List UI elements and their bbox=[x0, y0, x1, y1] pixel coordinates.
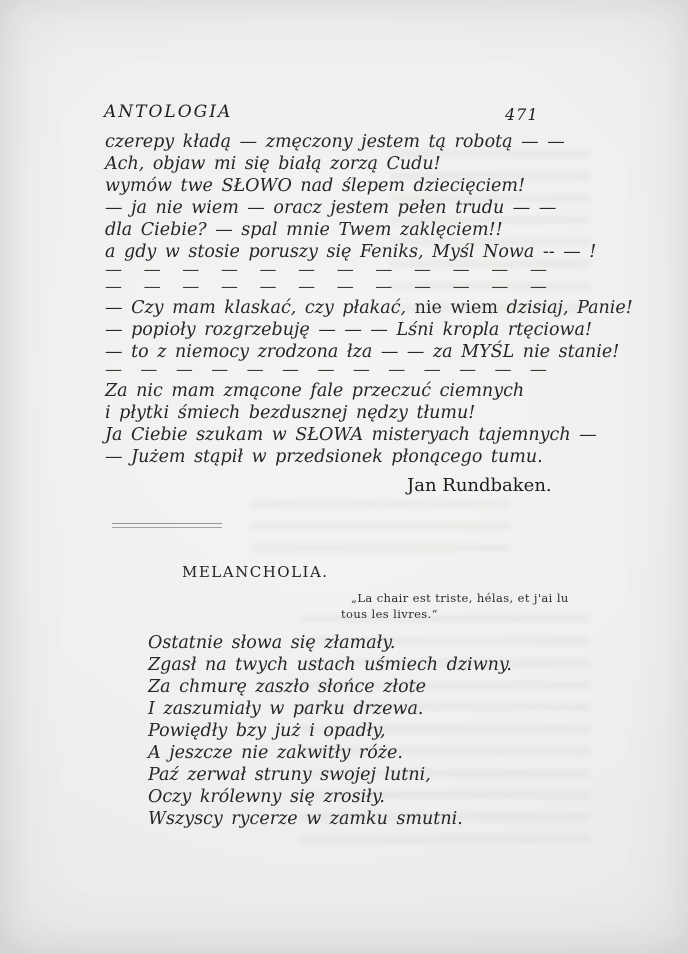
dash-glyph: — bbox=[143, 280, 161, 297]
poem-line bbox=[105, 297, 633, 319]
poem-line-segment: — Czy mam klaskać, czy płakać, bbox=[105, 298, 415, 318]
dash-glyph: — bbox=[491, 280, 509, 297]
poem-rundbaken-body bbox=[105, 131, 633, 468]
poem-line: i płytki śmiech bezdusznej nędzy tłumu! bbox=[105, 403, 476, 423]
dash-glyph: — bbox=[375, 280, 393, 297]
dash-glyph: — bbox=[529, 363, 547, 380]
dash-glyph: — bbox=[143, 263, 161, 280]
poem-line: Zgasł na twych ustach uśmiech dziwny. bbox=[148, 655, 512, 675]
dash-glyph: — bbox=[459, 363, 477, 380]
epigraph bbox=[341, 590, 601, 622]
dash-glyph: — bbox=[336, 280, 354, 297]
poem-line: Paź zerwał struny swojej lutni, bbox=[148, 765, 431, 785]
epigraph-line: „La chair est triste, hélas, et j'ai lu bbox=[351, 591, 569, 605]
page-number: 471 bbox=[505, 105, 539, 124]
dash-glyph: — bbox=[388, 363, 406, 380]
dash-separator-line bbox=[105, 363, 547, 380]
poem-line-segment: nie wiem bbox=[414, 298, 498, 318]
author-signature: Jan Rundbaken. bbox=[407, 475, 552, 496]
poem-line: — Jużem stąpił w przedsionek płonącego tumu. bbox=[105, 447, 543, 467]
poem-line: Za nic mam zmącone fale przeczuć ciemnych bbox=[105, 381, 525, 401]
dash-glyph: — bbox=[423, 363, 441, 380]
dash-glyph: — bbox=[494, 363, 512, 380]
poem-line: czerepy kładą — zmęczony jestem tą robotą — — bbox=[105, 132, 565, 152]
poem-line: A jeszcze nie zakwitły róże. bbox=[148, 743, 403, 763]
poem-line: Ja Ciebie szukam w SŁOWA misteryach tajemnych — bbox=[105, 425, 597, 445]
epigraph-line: tous les livres.“ bbox=[341, 607, 438, 621]
poem-line: I zaszumiały w parku drzewa. bbox=[148, 699, 424, 719]
dash-glyph: — bbox=[211, 363, 229, 380]
dash-glyph: — bbox=[105, 363, 122, 380]
poem-line: Wszyscy rycerze w zamku smutni. bbox=[148, 809, 463, 829]
dash-glyph: — bbox=[414, 280, 431, 297]
poem-line: Powiędły bzy już i opadły, bbox=[148, 721, 386, 741]
dash-glyph: — bbox=[259, 263, 277, 280]
dash-glyph: — bbox=[414, 263, 431, 280]
running-title: ANTOLOGIA bbox=[104, 102, 233, 122]
dash-separator-line bbox=[105, 263, 547, 280]
dash-glyph: — bbox=[220, 280, 238, 297]
poem-line-segment: dzisiaj, Panie! bbox=[497, 298, 633, 318]
poem-melancholia-body bbox=[148, 632, 568, 830]
dash-glyph: — bbox=[529, 263, 547, 280]
dash-glyph: — bbox=[182, 263, 200, 280]
dash-glyph: — bbox=[491, 263, 509, 280]
poem-line: — ja nie wiem — oracz jestem pełen trudu — — bbox=[105, 198, 557, 218]
dash-glyph: — bbox=[175, 363, 193, 380]
poem-melancholia bbox=[148, 632, 568, 830]
dash-glyph: — bbox=[282, 363, 300, 380]
dash-glyph: — bbox=[259, 280, 277, 297]
poem-line: a gdy w stosie poruszy się Feniks, Myśl Nowa -- — ! bbox=[105, 242, 597, 262]
bleed-through-ghost bbox=[250, 500, 510, 560]
dash-glyph: — bbox=[220, 263, 238, 280]
dash-glyph: — bbox=[298, 263, 316, 280]
poem-line: Ostatnie słowa się złamały. bbox=[148, 633, 396, 653]
dash-glyph: — bbox=[298, 280, 316, 297]
dash-glyph: — bbox=[452, 263, 470, 280]
dash-glyph: — bbox=[182, 280, 200, 297]
dash-glyph: — bbox=[452, 280, 470, 297]
poem-line: — popioły rozgrzebuję — — — Lśni kropla rtęciowa! bbox=[105, 320, 592, 340]
poem-title-melancholia: MELANCHOLIA. bbox=[182, 563, 329, 581]
dash-glyph: — bbox=[246, 363, 264, 380]
dash-glyph: — bbox=[105, 280, 122, 297]
dash-glyph: — bbox=[375, 263, 393, 280]
poem-line: wymów twe SŁOWO nad ślepem dziecięciem! bbox=[105, 176, 526, 196]
dash-glyph: — bbox=[140, 363, 158, 380]
poem-line: Za chmurę zaszło słońce złote bbox=[148, 677, 427, 697]
dash-glyph: — bbox=[529, 280, 547, 297]
poem-line: — to z niemocy zrodzona łza — — za MYŚL nie stanie! bbox=[105, 342, 620, 362]
poem-line: Oczy królewny się zrosiły. bbox=[148, 787, 385, 807]
dash-glyph: — bbox=[352, 363, 370, 380]
section-divider-rule bbox=[112, 523, 222, 528]
dash-glyph: — bbox=[336, 263, 354, 280]
poem-rundbaken bbox=[105, 131, 633, 496]
dash-separator-line bbox=[105, 280, 547, 297]
dash-glyph: — bbox=[317, 363, 335, 380]
dash-glyph: — bbox=[105, 263, 122, 280]
poem-line: Ach, objaw mi się białą zorzą Cudu! bbox=[105, 154, 441, 174]
poem-line: dla Ciebie? — spal mnie Twem zaklęciem!! bbox=[105, 220, 503, 240]
